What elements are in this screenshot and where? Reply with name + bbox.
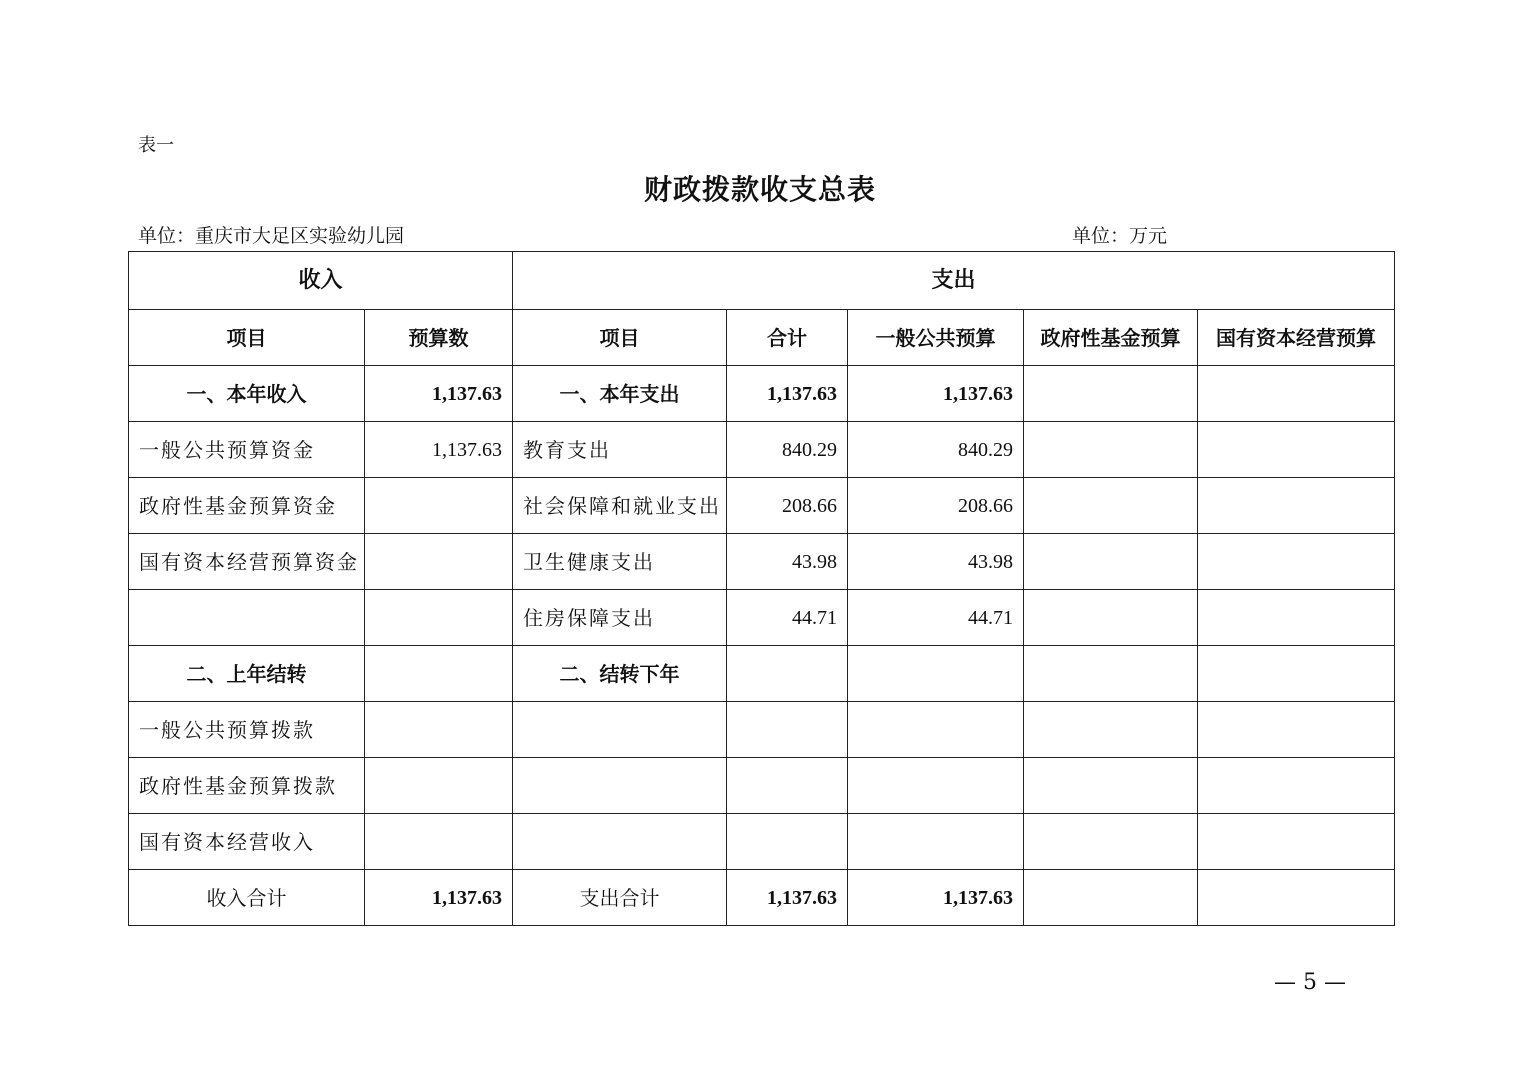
- table-row: [129, 814, 1395, 870]
- general-budget-cell: [848, 646, 1024, 702]
- table-row: [129, 422, 1395, 478]
- expense-total-label: 支出合计: [513, 870, 727, 926]
- income-budget-cell: 1,137.63: [365, 366, 513, 422]
- total-cell: [727, 814, 848, 870]
- income-budget-cell: 1,137.63: [365, 422, 513, 478]
- col-expense-item: 项目: [513, 310, 727, 366]
- income-budget-cell: [365, 590, 513, 646]
- income-header: 收入: [129, 252, 513, 310]
- column-header-row: [129, 310, 1395, 366]
- table-row-total: [129, 870, 1395, 926]
- general-budget-cell: [848, 702, 1024, 758]
- expense-item-cell: 二、结转下年: [513, 646, 727, 702]
- gov-fund-cell: [1024, 814, 1198, 870]
- table-row: [129, 702, 1395, 758]
- section-header-row: [129, 252, 1395, 310]
- income-total-label: 收入合计: [129, 870, 365, 926]
- expense-item-cell: 住房保障支出: [513, 590, 727, 646]
- general-budget-cell: 840.29: [848, 422, 1024, 478]
- state-capital-cell: [1198, 534, 1395, 590]
- col-income-item: 项目: [129, 310, 365, 366]
- organization-unit: 单位：重庆市大足区实验幼儿园: [138, 225, 405, 247]
- table-row: [129, 646, 1395, 702]
- gov-fund-cell: [1024, 758, 1198, 814]
- expense-item-cell: 社会保障和就业支出: [513, 478, 727, 534]
- gov-fund-cell: [1024, 366, 1198, 422]
- income-item-cell: 政府性基金预算资金: [129, 478, 365, 534]
- total-cell: 44.71: [727, 590, 848, 646]
- general-budget-cell: [848, 814, 1024, 870]
- income-budget-cell: [365, 702, 513, 758]
- state-capital-cell: [1198, 646, 1395, 702]
- gov-fund-cell: [1024, 590, 1198, 646]
- income-item-cell: 一般公共预算资金: [129, 422, 365, 478]
- general-budget-cell: 43.98: [848, 534, 1024, 590]
- total-cell: [727, 646, 848, 702]
- state-capital-cell: [1198, 366, 1395, 422]
- page-number: — 5 —: [1274, 970, 1346, 995]
- expense-header: 支出: [513, 252, 1395, 310]
- col-income-budget: 预算数: [365, 310, 513, 366]
- income-item-cell: 国有资本经营收入: [129, 814, 365, 870]
- gov-fund-cell: [1024, 646, 1198, 702]
- state-capital-cell: [1198, 590, 1395, 646]
- income-budget-cell: [365, 646, 513, 702]
- table-row: [129, 534, 1395, 590]
- state-capital-cell: [1198, 478, 1395, 534]
- gov-fund-cell: [1024, 702, 1198, 758]
- income-item-cell: [129, 590, 365, 646]
- income-item-cell: 一般公共预算拨款: [129, 702, 365, 758]
- col-gov-fund-budget: 政府性基金预算: [1024, 310, 1198, 366]
- general-budget-cell: [848, 758, 1024, 814]
- state-capital-cell: [1198, 422, 1395, 478]
- gov-fund-cell: [1024, 422, 1198, 478]
- table-row: [129, 478, 1395, 534]
- table-row: [129, 758, 1395, 814]
- col-general-budget: 一般公共预算: [848, 310, 1024, 366]
- state-capital-cell: [1198, 702, 1395, 758]
- general-budget-cell: 208.66: [848, 478, 1024, 534]
- expense-item-cell: 一、本年支出: [513, 366, 727, 422]
- gov-fund-cell: [1024, 478, 1198, 534]
- general-budget-total-value: 1,137.63: [848, 870, 1024, 926]
- total-cell: 43.98: [727, 534, 848, 590]
- currency-unit: 单位：万元: [1072, 225, 1168, 247]
- col-state-capital-budget: 国有资本经营预算: [1198, 310, 1395, 366]
- general-budget-cell: 1,137.63: [848, 366, 1024, 422]
- income-total-value: 1,137.63: [365, 870, 513, 926]
- gov-fund-total-value: [1024, 870, 1198, 926]
- expense-item-cell: [513, 702, 727, 758]
- income-budget-cell: [365, 534, 513, 590]
- table-row: [129, 590, 1395, 646]
- income-item-cell: 政府性基金预算拨款: [129, 758, 365, 814]
- expense-total-value: 1,137.63: [727, 870, 848, 926]
- state-capital-total-value: [1198, 870, 1395, 926]
- col-total: 合计: [727, 310, 848, 366]
- total-cell: 1,137.63: [727, 366, 848, 422]
- income-budget-cell: [365, 758, 513, 814]
- gov-fund-cell: [1024, 534, 1198, 590]
- total-cell: 208.66: [727, 478, 848, 534]
- total-cell: [727, 758, 848, 814]
- expense-item-cell: [513, 758, 727, 814]
- table-row: [129, 366, 1395, 422]
- expense-item-cell: [513, 814, 727, 870]
- page-title: 财政拨款收支总表: [643, 173, 876, 206]
- income-item-cell: 一、本年收入: [129, 366, 365, 422]
- income-item-cell: 国有资本经营预算资金: [129, 534, 365, 590]
- expense-item-cell: 教育支出: [513, 422, 727, 478]
- general-budget-cell: 44.71: [848, 590, 1024, 646]
- income-budget-cell: [365, 478, 513, 534]
- expense-item-cell: 卫生健康支出: [513, 534, 727, 590]
- state-capital-cell: [1198, 814, 1395, 870]
- state-capital-cell: [1198, 758, 1395, 814]
- income-item-cell: 二、上年结转: [129, 646, 365, 702]
- table-label: 表一: [138, 135, 174, 156]
- total-cell: [727, 702, 848, 758]
- total-cell: 840.29: [727, 422, 848, 478]
- budget-table: [128, 251, 1395, 926]
- income-budget-cell: [365, 814, 513, 870]
